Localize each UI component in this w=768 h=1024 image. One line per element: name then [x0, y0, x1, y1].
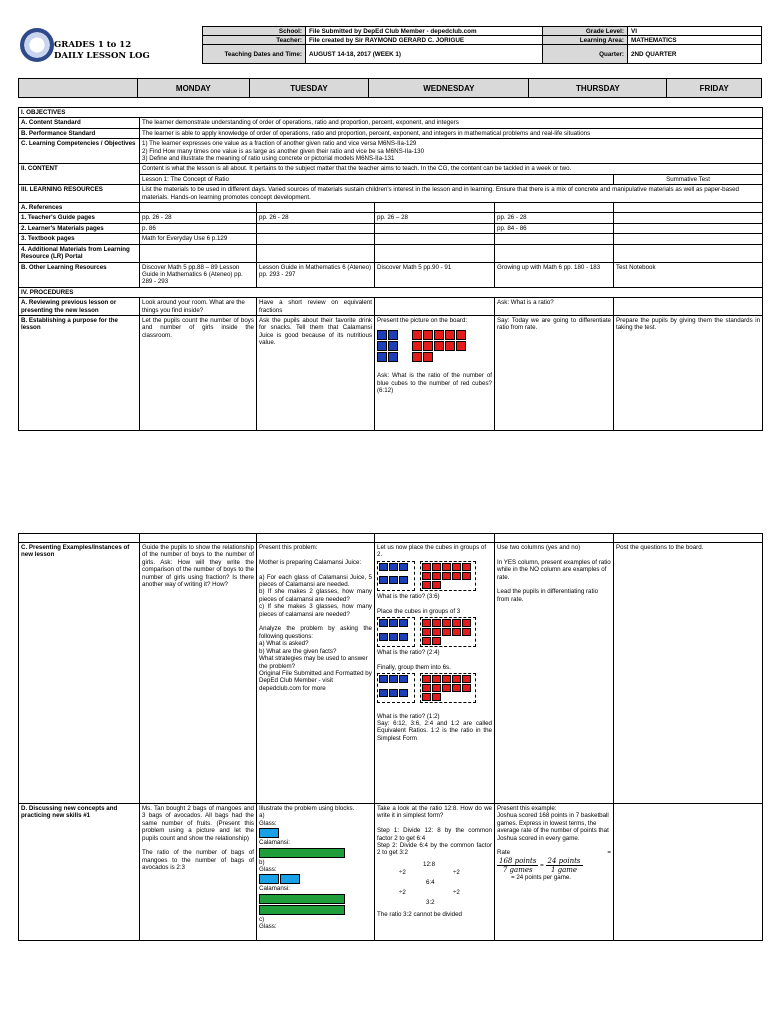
content-text: Content is what the lesson is all about. It pertains to the subject matter that the teacher aims to teach. In the CG, the content can be tackled in a week or two. [140, 164, 763, 174]
tg-thu: pp. 26 - 28 [495, 213, 614, 223]
day-monday: MONDAY [138, 79, 250, 98]
division-diagram [377, 861, 492, 907]
rate-label: Rate [497, 849, 511, 857]
row-performance-standard [19, 128, 763, 138]
references-label: A. References [19, 203, 140, 213]
lesson-title: Lesson 1: The Concept of Ratio [140, 174, 614, 184]
tb-label: 3. Textbook pages [19, 234, 140, 244]
page-1 [18, 26, 762, 431]
lm-thu: pp. 84 - 86 [495, 223, 614, 233]
content-label: II. CONTENT [19, 164, 140, 185]
proc-b-tue: Ask the pupils about their favorite drink for snacks. Tell them that Calamansi Juice is good because of its nutritious value. [257, 315, 375, 430]
proc-b-wed [375, 315, 495, 430]
tg-wed: pp. 26 – 28 [375, 213, 495, 223]
page-2 [18, 533, 762, 941]
perf-std-label: B. Performance Standard [19, 128, 140, 138]
red-cubes [412, 330, 474, 362]
fraction-24-1: $\frac{\text{24 points}}{\text{1 game}}$ [547, 856, 581, 874]
tb-fri [614, 234, 763, 244]
area-label: Learning Area: [543, 36, 628, 45]
div-2-right-1: ÷2 [453, 868, 460, 876]
proc-a-mon: Look around your room. What are the things you find inside? [140, 298, 257, 316]
div-2-right-2: ÷2 [453, 888, 460, 896]
d-wed-line-3: Step 2: Divide 6:4 by the common factor 2 to get 3:2 [377, 842, 492, 857]
proc-d-wed [375, 804, 495, 941]
competency-1: 1) The learner expresses one value as a fraction of another given ratio and vice versa M6NS-IIa-129 [142, 140, 417, 148]
proc-b-thu: Say: Today we are going to differentiate ratio from rate. [495, 315, 614, 430]
quarter-value: 2ND QUARTER [628, 45, 762, 64]
proc-a-tue: Have a short review on equivalent fractions [257, 298, 375, 316]
c-tue-line-5: c) If she makes 3 glasses, how many pieces of calamansi are needed? [259, 603, 372, 618]
ratio-6-4: 6:4 [426, 878, 435, 886]
c-wed-line-7: Say: 6:12, 3:6, 2:4 and 1:2 are called Equivalent Ratios. 1:2 is the ratio in the Simplest Form [377, 720, 492, 742]
proc-d-label: D. Discussing new concepts and practicing new skills #1 [19, 804, 140, 941]
d-thu-line-3: = 24 points per game. [511, 873, 572, 881]
tg-label: 1. Teacher's Guide pages [19, 213, 140, 223]
school-label: School: [203, 27, 306, 36]
c-tue-line-1: Present this problem: [259, 544, 318, 551]
row-lr-portal [19, 244, 763, 262]
row-proc-b [19, 315, 763, 430]
competencies-label: C. Learning Competencies / Objectives [19, 139, 140, 164]
area-value: MATHEMATICS [628, 36, 762, 45]
cubes-groups-of-3 [377, 617, 492, 647]
c-wed-line-5: Finally, group them into 6s. [377, 663, 451, 671]
content-std-label: A. Content Standard [19, 118, 140, 128]
row-proc-a [19, 298, 763, 316]
d-thu-line-2: Joshua scored 168 points in 7 basketball games. Express in lowest terms, the average rate of the number of points that Joshua scored in every game. [497, 812, 609, 842]
proc-b-mon: Let the pupils count the number of boys and number of girls inside the classroom. [140, 315, 257, 430]
row-competencies [19, 139, 763, 164]
days-header [18, 78, 762, 98]
d-tue-cal-b: Calamansi: [259, 885, 290, 893]
proc-c-thu [495, 543, 614, 804]
proc-b-fri: Prepare the pupils by giving them the standards in taking the test. [614, 315, 763, 430]
tg-tue: pp. 26 - 28 [257, 213, 375, 223]
proc-b-wed-intro: Present the picture on the board: [377, 316, 468, 324]
row-procedures [19, 287, 763, 297]
c-tue-line-4: b) If she makes 2 glasses, how many pieces of calamansi are needed? [259, 588, 372, 603]
d-tue-cal-a: Calamansi: [259, 839, 290, 847]
lm-mon: p. 86 [140, 223, 257, 233]
proc-c-tue [257, 543, 375, 804]
d-tue-c: c) [259, 915, 265, 923]
cubes-groups-of-2 [377, 561, 492, 591]
c-wed-line-6: What is the ratio? (1:2) [377, 712, 440, 720]
tb-tue [257, 234, 375, 244]
competency-3: 3) Define and illustrate the meaning of ratio using concrete or pictorial models M6NS-IIa-131 [142, 155, 395, 163]
c-wed-line-3: Place the cubes in groups of 3 [377, 607, 461, 615]
header-info-table [202, 26, 762, 64]
header [18, 26, 762, 93]
content-std-text: The learner demonstrate understanding of order of operations, ratio and proportion, percent, exponent, and integers [140, 118, 763, 128]
calamansi-block-b1 [259, 894, 345, 904]
c-tue-line-9: What strategies may be used to answer the problem? [259, 655, 368, 670]
d-wed-line-4: The ratio 3:2 cannot be divided [377, 910, 462, 918]
proc-b-wed-question: Ask: What is the ratio of the number of blue cubes to the number of red cubes? (6:12) [377, 372, 492, 395]
row-proc-d [19, 804, 763, 941]
day-thursday: THURSDAY [529, 79, 667, 98]
lm-fri [614, 223, 763, 233]
teacher-label: Teacher: [203, 36, 306, 45]
days-corner [19, 79, 138, 98]
row-top-spacer [19, 534, 763, 543]
c-wed-line-4: What is the ratio? (2:4) [377, 649, 440, 657]
day-wednesday: WEDNESDAY [369, 79, 529, 98]
rate-equation [497, 857, 611, 874]
rate-label-row [497, 849, 611, 856]
competency-2: 2) Find How many times one value is as large as another given their ratio and vice be sa M6NS-IIa-130 [142, 147, 425, 155]
resources-label: III. LEARNING RESOURCES [19, 185, 140, 203]
school-value: File Submitted by DepEd Club Member - depedclub.com [306, 27, 543, 36]
d-tue-glass-c: Glass: [259, 923, 277, 931]
row-learners-materials [19, 223, 763, 233]
c-thu-line-2: In YES column, present examples of ratio while in the NO column are examples of rate. [497, 558, 611, 581]
d-wed-line-2: Step 1: Divide 12: 8 by the common factor 2 to get 6:4 [377, 827, 492, 842]
day-friday: FRIDAY [667, 79, 762, 98]
row-proc-c [19, 543, 763, 804]
row-other-resources [19, 262, 763, 287]
c-tue-line-8: b) What are the given facts? [259, 647, 337, 655]
glass-blocks-b [259, 873, 372, 885]
title-line-1: GRADES 1 to 12 [54, 40, 132, 50]
blue-cubes [377, 330, 407, 362]
tg-fri [614, 213, 763, 223]
log-title [54, 40, 150, 62]
quarter-label: Quarter: [543, 45, 628, 64]
dates-value: AUGUST 14-18, 2017 (WEEK 1) [306, 45, 543, 64]
other-thu: Growing up with Math 6 pp. 180 - 183 [495, 262, 614, 287]
glass-block-a [259, 828, 279, 838]
other-wed: Discover Math 5 pp.90 - 91 [375, 262, 495, 287]
d-wed-line-1: Take a look at the ratio 12:8. How do we write it in simplest form? [377, 805, 492, 820]
proc-d-thu [495, 804, 614, 941]
fraction-168-7: $\frac{\text{168 points}}{\text{7 games}}$ [499, 856, 537, 874]
proc-a-thu: Ask: What is a ratio? [495, 298, 614, 316]
perf-std-text: The learner is able to apply knowledge of order of operations, ratio and proportion, percent, exponent, and integers in mathematical problems and real-life situations [140, 128, 763, 138]
c-tue-line-6: Analyze the problem by asking the following questions: [259, 625, 372, 640]
d-mon-line-2: The ratio of the number of bags of mangoes to the number of bags of avocados is 2:3 [142, 849, 254, 872]
proc-b-label: B. Establishing a purpose for the lesson [19, 315, 140, 430]
row-content-standard [19, 118, 763, 128]
other-tue: Lesson Guide in Mathematics 6 (Ateneo) pp. 293 - 297 [257, 262, 375, 287]
proc-c-label: C. Presenting Examples/Instances of new lesson [19, 543, 140, 804]
other-fri: Test Notebook [614, 262, 763, 287]
teacher-value: File created by Sir RAYMOND GERARD C. JORIGUE [306, 36, 543, 45]
row-resources [19, 185, 763, 203]
dates-label: Teaching Dates and Time: [203, 45, 306, 64]
lm-wed [375, 223, 495, 233]
grade-value: VI [628, 27, 762, 36]
tb-thu [495, 234, 614, 244]
c-tue-line-3: a) For each glass of Calamansi Juice, 5 pieces of Calamansi are needed. [259, 573, 372, 589]
lm-tue [257, 223, 375, 233]
proc-c-wed [375, 543, 495, 804]
div-2-left-1: ÷2 [399, 868, 406, 876]
c-tue-line-10: Original File Submitted and Formatted by DepEd Club Member - visit depedclub.com for more [259, 669, 372, 692]
title-line-2: DAILY LESSON LOG [54, 51, 150, 61]
ratio-12-8: 12:8 [423, 860, 436, 868]
d-tue-glass-a: Glass: [259, 819, 277, 827]
c-wed-line-1: Let us now place the cubes in groups of 2. [377, 544, 487, 559]
summative-test: Summative Test [614, 174, 763, 184]
d-mon-line-1: Ms. Tan bought 2 bags of mangoes and 3 bags of avocados. All bags had the same number of fruits. (Present this problem using a picture and let the pupils count and show the relationship) [142, 805, 254, 842]
c-wed-line-2: What is the ratio? (3:6) [377, 592, 440, 600]
calamansi-block-b2 [259, 905, 345, 915]
grade-label: Grade Level: [543, 27, 628, 36]
competencies-text [140, 139, 763, 164]
row-references [19, 203, 763, 213]
proc-d-tue [257, 804, 375, 941]
procedures-heading: IV. PROCEDURES [19, 287, 763, 297]
row-textbook [19, 234, 763, 244]
d-tue-glass-b: Glass: [259, 866, 277, 874]
equals-sign: = [540, 861, 544, 869]
proc-d-mon [140, 804, 257, 941]
d-tue-b: b) [259, 858, 265, 866]
proc-a-wed [375, 298, 495, 316]
deped-seal-icon [20, 28, 54, 62]
lesson-grid-page-1 [18, 107, 763, 431]
proc-a-label: A. Reviewing previous lesson or presenting the new lesson [19, 298, 140, 316]
row-objectives [19, 108, 763, 118]
resources-text: List the materials to be used in different days. Varied sources of materials sustain children's interest in the lesson and in learning. Ensure that there is a mix of concrete and manipulative materials as well as paper-based materials. Hands-on learning promotes concept development. [140, 185, 763, 203]
tb-wed [375, 234, 495, 244]
calamansi-block-a [259, 848, 345, 858]
c-tue-line-7: a) What is asked? [259, 640, 309, 648]
lesson-grid-page-2 [18, 533, 763, 941]
tb-mon: Math for Everyday Use 6 p.129 [140, 234, 257, 244]
other-mon: Discover Math 5 pp.88 – 89 Lesson Guide in Mathematics 6 (Ateneo) pp. 289 - 293 [140, 262, 257, 287]
lr-label: 4. Additional Materials from Learning Resource (LR) Portal [19, 244, 140, 262]
d-tue-line-1: Illustrate the problem using blocks. [259, 805, 355, 812]
d-tue-a: a) [259, 812, 265, 820]
rate-eq: = [607, 849, 611, 857]
proc-c-fri: Post the questions to the board. [614, 543, 763, 804]
c-thu-line-3: Lead the pupils in differentiating ratio from rate. [497, 588, 599, 603]
objectives-heading: I. OBJECTIVES [19, 108, 763, 118]
other-label: B. Other Learning Resources [19, 262, 140, 287]
cube-picture [377, 330, 492, 362]
c-thu-line-1: Use two columns (yes and no) [497, 544, 581, 551]
proc-a-fri [614, 298, 763, 316]
row-teachers-guide [19, 213, 763, 223]
ratio-3-2: 3:2 [426, 898, 435, 906]
tg-mon: pp. 26 - 28 [140, 213, 257, 223]
row-content [19, 164, 763, 174]
lm-label: 2. Learner's Materials pages [19, 223, 140, 233]
cubes-groups-of-6 [377, 673, 492, 703]
div-2-left-2: ÷2 [399, 888, 406, 896]
d-thu-line-1: Present this example: [497, 805, 557, 812]
c-tue-line-2: Mother is preparing Calamansi Juice: [259, 558, 362, 566]
day-tuesday: TUESDAY [249, 79, 369, 98]
proc-c-mon: Guide the pupils to show the relationship of the number of boys to the number of girls. Ask: How will they write the comparison of the number of boys to the number of girls using fraction? Is there another way of writing it? How? [140, 543, 257, 804]
